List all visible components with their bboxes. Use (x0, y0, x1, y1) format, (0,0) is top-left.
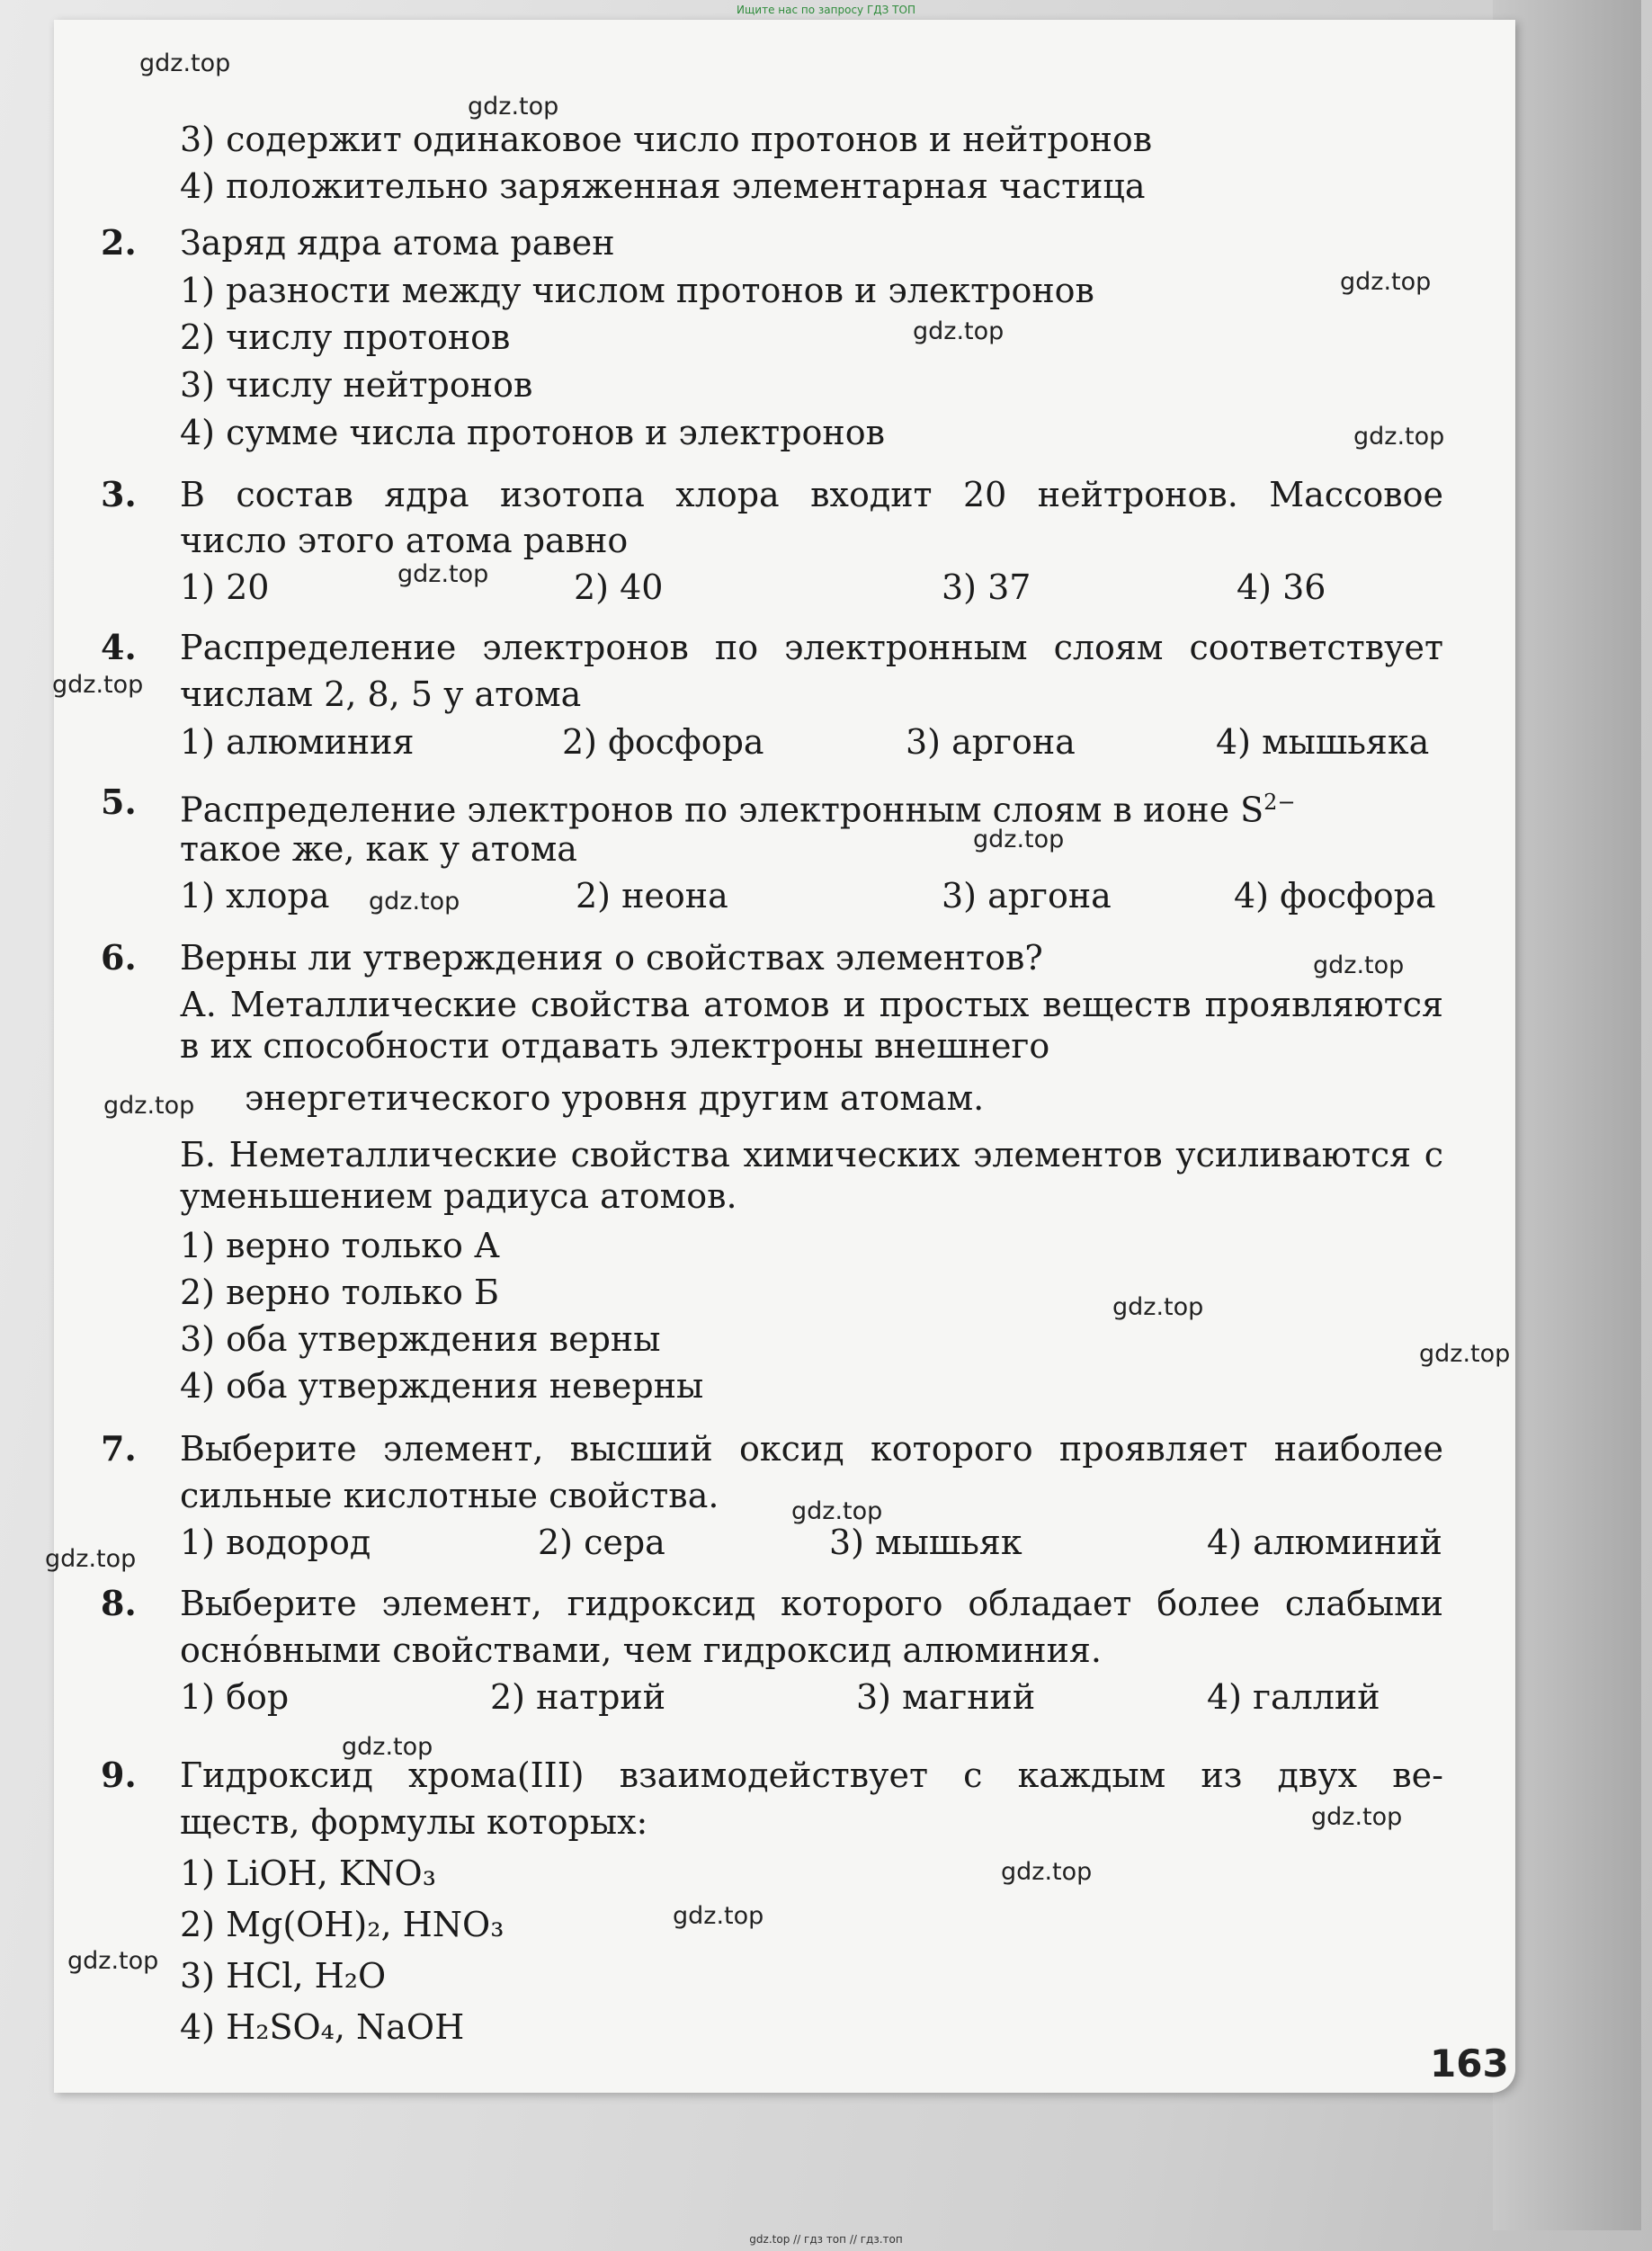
q7-option-3: 3) мышьяк (829, 1523, 1022, 1562)
q1-option-4: 4) положительно заряженная элементарная частица (180, 166, 1146, 206)
q4-option-3: 3) аргона (906, 722, 1076, 762)
q5-option-3: 3) аргона (942, 876, 1112, 916)
q5-number: 5. (101, 782, 137, 822)
q5-option-2: 2) неона (576, 876, 728, 916)
q3-text-line2: число этого атома равно (180, 521, 629, 560)
watermark: gdz.top (1353, 423, 1445, 451)
watermark: gdz.top (369, 888, 460, 916)
watermark: gdz.top (1112, 1293, 1204, 1321)
q4-text-line1: Распределение электронов по электронным слоям соответствует (180, 628, 1443, 667)
q2-option-4: 4) сумме числа протонов и электронов (180, 413, 886, 452)
q2-number: 2. (101, 222, 137, 263)
q7-option-4: 4) алюминий (1207, 1523, 1442, 1562)
q4-number: 4. (101, 627, 137, 667)
q9-option-3: 3) HCl, H₂O (180, 1956, 387, 1996)
watermark: gdz.top (52, 671, 144, 699)
watermark: gdz.top (103, 1092, 195, 1120)
q9-option-2: 2) Mg(OH)₂, HNO₃ (180, 1905, 505, 1944)
watermark: gdz.top (397, 560, 489, 588)
q6-option-2: 2) верно только Б (180, 1273, 499, 1312)
watermark: gdz.top (673, 1902, 764, 1930)
watermark: gdz.top (139, 49, 231, 77)
q5-option-1: 1) хлора (180, 876, 330, 916)
q8-text-line2: осно́вными свойствами, чем гидроксид алюминия. (180, 1630, 1102, 1670)
q3-option-1: 1) 20 (180, 567, 270, 607)
watermark: gdz.top (791, 1497, 883, 1525)
q9-text-line1: Гидроксид хрома(III) взаимодействует с каждым из двух ве- (180, 1755, 1443, 1795)
q5-text-line1 (180, 782, 1296, 831)
q4-option-2: 2) фосфора (562, 722, 764, 762)
q1-option-3: 3) содержит одинаковое число протонов и нейтронов (180, 120, 1153, 159)
q7-number: 7. (101, 1428, 137, 1469)
q3-option-2: 2) 40 (574, 567, 664, 607)
q2-option-2: 2) числу протонов (180, 317, 511, 357)
q8-option-1: 1) бор (180, 1677, 290, 1717)
watermark: gdz.top (468, 93, 559, 121)
q8-option-4: 4) галлий (1207, 1677, 1380, 1717)
watermark: gdz.top (913, 317, 1005, 345)
q7-option-1: 1) водород (180, 1523, 371, 1562)
q9-option-1: 1) LiOH, KNO₃ (180, 1854, 436, 1893)
q8-text-line1: Выберите элемент, гидроксид которого обладает более слабыми (180, 1584, 1443, 1623)
watermark: gdz.top (1340, 268, 1432, 296)
watermark: gdz.top (1001, 1858, 1093, 1886)
q3-option-4: 4) 36 (1237, 567, 1326, 607)
q8-number: 8. (101, 1583, 137, 1623)
page-number: 163 (1430, 2041, 1509, 2086)
q7-option-2: 2) сера (538, 1523, 665, 1562)
q3-text-line1: В состав ядра изотопа хлора входит 20 нейтронов. Массовое (180, 475, 1443, 514)
footer-note: gdz.top // гдз топ // гдз.топ (749, 2233, 903, 2246)
q5-text-line1-main: Распределение электронов по электронным слоям в ионе S (180, 790, 1264, 830)
q7-text-line1: Выберите элемент, высший оксид которого проявляет наиболее (180, 1429, 1443, 1469)
q4-option-4: 4) мышьяка (1216, 722, 1430, 762)
q2-option-3: 3) числу нейтронов (180, 365, 533, 405)
q9-number: 9. (101, 1755, 137, 1795)
q6-text: Верны ли утверждения о свойствах элементов? (180, 938, 1043, 978)
q2-option-1: 1) разности между числом протонов и электронов (180, 271, 1094, 310)
q9-option-4: 4) H₂SO₄, NaOH (180, 2007, 465, 2047)
watermark: gdz.top (342, 1733, 433, 1761)
q6-option-1: 1) верно только А (180, 1226, 500, 1265)
q5-option-4: 4) фосфора (1234, 876, 1436, 916)
watermark: gdz.top (1311, 1803, 1403, 1831)
q7-text-line2: сильные кислотные свойства. (180, 1476, 719, 1515)
q3-number: 3. (101, 474, 137, 514)
q6-option-3: 3) оба утверждения верны (180, 1319, 661, 1359)
q5-ion-charge: 2− (1264, 790, 1296, 815)
q6-statement-a (180, 984, 1443, 1067)
q3-option-3: 3) 37 (942, 567, 1031, 607)
q6-statement-a-end: энергетического уровня другим атомам. (245, 1078, 985, 1118)
q4-option-1: 1) алюминия (180, 722, 415, 762)
header-note: Ищите нас по запросу ГДЗ ТОП (737, 4, 915, 16)
q6-number: 6. (101, 937, 137, 978)
watermark: gdz.top (67, 1947, 159, 1975)
watermark: gdz.top (45, 1545, 137, 1573)
q5-text-line2: такое же, как у атома (180, 829, 577, 869)
q8-option-2: 2) натрий (490, 1677, 666, 1717)
watermark: gdz.top (973, 826, 1065, 853)
q8-option-3: 3) магний (856, 1677, 1036, 1717)
q6-option-4: 4) оба утверждения неверны (180, 1366, 704, 1406)
q9-text-line2: ществ, формулы которых: (180, 1802, 648, 1842)
q2-text: Заряд ядра атома равен (180, 223, 615, 263)
watermark: gdz.top (1419, 1340, 1511, 1368)
q6-statement-a-text: А. Металлические свойства атомов и простых веществ проявляются в их способности отдавать электроны внешнего (180, 985, 1443, 1066)
q6-statement-b: Б. Неметаллические свойства химических элементов усиливаются с уменьшением радиуса атомов. (180, 1135, 1443, 1216)
q4-text-line2: числам 2, 8, 5 у атома (180, 674, 582, 714)
watermark: gdz.top (1313, 951, 1405, 979)
